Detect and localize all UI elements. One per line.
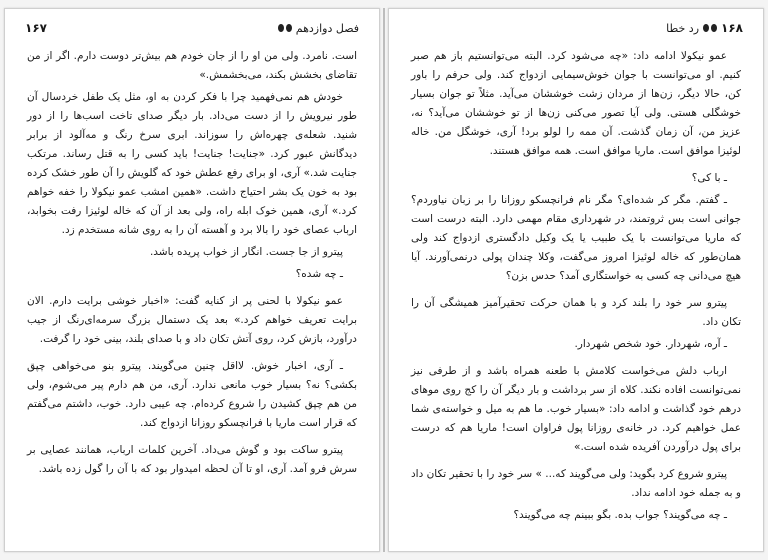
paragraph: پیترو شروع کرد بگوید: ولی می‌گویند که... » سر خود را با تحقیر تکان داد و به جمله خود ادامه نداد.: [410, 468, 741, 499]
paragraph: است. نامرد. ولی من او را از جان خودم هم بیش‌تر دوست دارم. اگر از من تقاضای بخشش بکند، می‌بخشمش.»: [27, 50, 357, 81]
page-number-group: [666, 21, 743, 35]
paragraph: عمو نیکولا ادامه داد: «چه می‌شود کرد. البته می‌توانستیم باز هم صبر کنیم. او می‌توانست با جوان خوش‌سیمایی ازدواج کند. ولی حرفم را باور کن، حالا دیگر، زن‌ها از مردان زشت خوششان می‌آید. مثلاً تو جوان بسیار خوشگلی هستی. ولی آیا تصور می‌کنی زن‌ها از تو خوششان می‌آید؟ نه، عزیز من، آن زمان گذشت. آن ممه را لولو برد! آری، خوشگل من. خاله لوئیزا موافق است. ماریا موافق است. همه موافق هستند.: [411, 50, 741, 157]
ornament-icon: [278, 23, 292, 33]
paragraph: ـ چه می‌گویند؟ جواب بده. بگو ببینم چه می‌گویند؟: [513, 509, 727, 521]
right-page-text: [411, 47, 741, 537]
running-title-group: [278, 22, 359, 35]
paragraph: خودش هم نمی‌فهمید چرا با فکر کردن به او، مثل یک طفل خردسال آن طور نیرویش را از دست می‌داد. بار دیگر صدای تاخت اسب‌ها را از دور شنید. شعله‌ی چهره‌اش را سوزاند. ابری سرخ رنگ و مه‌آلود از برابر دیدگانش عبور کرد. «جنایت! جنایت! باید کسی را به قتل رساند. مرتکب جنایت شد.» آری، او برای رفع عطش خود که گلویش را آن طور خشک کرده بود به خون یک بشر احتیاج داشت. «همین امشب عمو نیکولا را خفه خواهم کرد.» آری، همین خوک ابله راه، ولی بعد از آن که خاله لوئیزا رفت بخوابد، ارباب عصای خود را بالا برد و آهسته آن را به روی شانه مستخدم زد.: [27, 91, 357, 236]
paragraph: عمو نیکولا با لحنی پر از کنایه گفت: «اخبار خوشی برایت دارم. الان برایت تعریف خواهم کرد.» بعد یک دستمال بزرگ سرمه‌ای‌رنگ از جیب درآورد، بازش کرد، روی آتش تکان داد و با صدای بلند، بینی خود را گرفت.: [27, 295, 357, 345]
right-page: [388, 8, 764, 552]
book-gutter: [383, 8, 385, 552]
paragraph: پیترو از جا جست. انگار از خواب پریده باشد.: [149, 246, 343, 258]
paragraph: ـ آره، شهردار. خود شخص شهردار.: [574, 338, 727, 350]
running-title: رد خطا: [666, 21, 700, 35]
ornament-icon: [703, 23, 717, 33]
running-title: فصل دوازدهم: [295, 21, 359, 35]
paragraph: پیترو ساکت بود و گوش می‌داد. آخرین کلمات ارباب، همانند عصایی بر سرش فرو آمد. آری، او تا آن لحظه امیدوار بود که با آن را گول زده باشد.: [27, 444, 357, 475]
left-page-header: [25, 19, 359, 37]
paragraph: ـ چه شده؟: [295, 268, 343, 280]
paragraph: پیترو سر خود را بلند کرد و با همان حرکت تحقیرآمیز همیشگی آن را تکان داد.: [411, 297, 741, 328]
right-page-header: [409, 19, 743, 37]
page-number: ۱۶۷: [25, 21, 47, 35]
left-page: [4, 8, 380, 552]
paragraph: ـ با کی؟: [691, 172, 727, 184]
paragraph: ـ آری، اخبار خوش. لااقل چنین می‌گویند. پیترو بنو می‌خواهی چپق بکشی؟ نه؟ بسیار خوب مانعی ندارد. آری، من هم دارم پیر می‌شوم، ولی من هم چپق کشیدن را شروع کرده‌ام. چه عیبی دارد. خوب، داشتم می‌گفتم که قرار است ماریا با فرانچسکو روزانا ازدواج کند.: [27, 360, 357, 429]
paragraph: ارباب دلش می‌خواست کلامش با طعنه همراه باشد و از طرفی نیز نمی‌توانست افاده نکند. کلاه از سر برداشت و بار دیگر آن را کج روی موهای درهم خود گذاشت و ادامه داد: «بسیار خوب. ما هم به میل و خواسته‌ی شما عمل خواهیم کرد. در خانه‌ی روزانا پول فراوان است! ماریا هم که درست برای پول درآوردن آفریده شده است.»: [411, 365, 741, 453]
paragraph: ـ گفتم. مگر کر شده‌ای؟ مگر نام فرانچسکو روزانا را بر زبان نیاوردم؟ جوانی است بس ثروتمند، در شهرداری مقام مهمی دارد. البته درست است که ماریا می‌توانست با یک طبیب یا یک وکیل دادگستری ازدواج کند ولی همان‌طور که خاله لوئیزا امروز می‌گفت، وکلا چندان پولی درنمی‌آورند. آیا هیچ می‌دانی چه کسی به خواستگاری آمد؟ حدس بزن؟: [411, 194, 741, 282]
page-number: ۱۶۸: [721, 21, 743, 35]
left-page-text: [27, 47, 357, 537]
